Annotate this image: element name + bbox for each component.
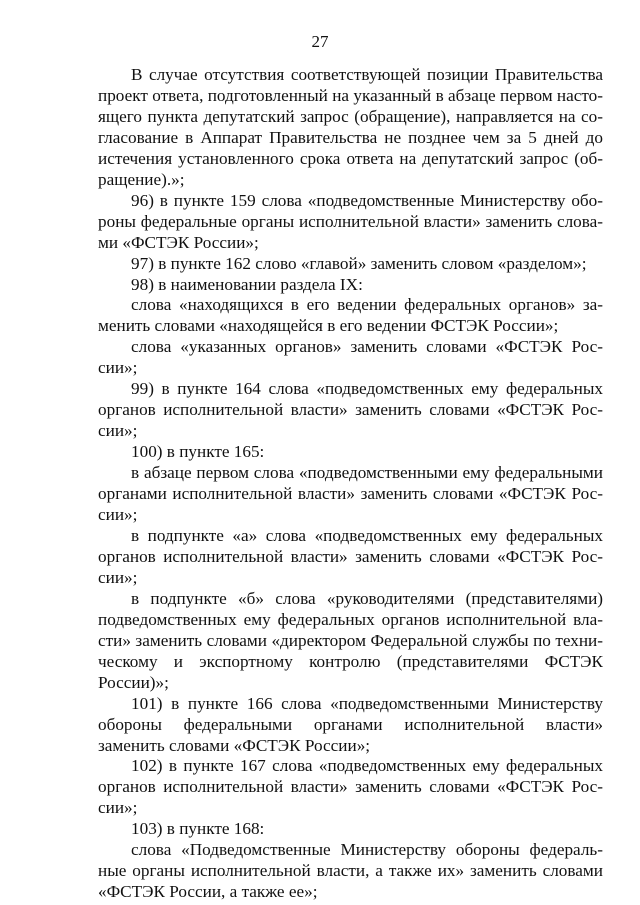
page-number: 27 (311, 32, 329, 51)
paragraph: в подпункте «а» слова «подведомственных ему федеральных органов исполнительной власти» заменить словами «ФСТЭК России»; (98, 525, 603, 587)
paragraph: слова «находящихся в его ведении федеральных органов» заменить словами «находящейся в его ведении ФСТЭК России»; (98, 295, 603, 336)
paragraph: в подпункте «б» слова «руководителями (представителями) подведомственных ему федеральных органов исполнительной власти» заменить словами «директором Федеральной службы по техническому и экспортному контролю (представителями ФСТЭК России)»; (98, 588, 603, 692)
paragraph: 103) в пункте 168: (131, 819, 265, 839)
paragraph: в абзаце первом слова «подведомственными ему федеральными органами исполнительной власти» заменить словами «ФСТЭК России»; (98, 463, 603, 525)
paragraph: 99) в пункте 164 слова «подведомственных ему федеральных органов исполнительной власти» заменить словами «ФСТЭК России»; (98, 379, 603, 441)
paragraph: 97) в пункте 162 слово «главой» заменить словом «разделом»; (131, 253, 587, 273)
paragraph: 102) в пункте 167 слова «подведомственных ему федеральных органов исполнительной власти» заменить словами «ФСТЭК России»; (98, 756, 603, 818)
paragraph: 98) в наименовании раздела IX: (131, 274, 363, 294)
paragraph: 96) в пункте 159 слова «подведомственные Министерству обороны федеральные органы исполнительной власти» заменить словами «ФСТЭК России»; (98, 190, 603, 252)
paragraph: слова «Подведомственные Министерству обороны федеральные органы исполнительной власти, а также их» заменить словами «ФСТЭК России, а также ее»; (98, 840, 603, 902)
paragraph: 100) в пункте 165: (131, 442, 265, 462)
body-text (98, 65, 603, 903)
paragraph: В случае отсутствия соответствующей позиции Правительства проект ответа, подготовленный на указанный в абзаце первом настоящего пункта депутатский запрос (обращение), направляется на согласование в Аппарат Правительства не позднее чем за 5 дней до истечения установленного срока ответа на депутатский запрос (обращение).»; (98, 65, 603, 189)
paragraph: 101) в пункте 166 слова «подведомственными Министерству обороны федеральными органами исполнительной власти» заменить словами «ФСТЭК России»; (98, 693, 603, 755)
paragraph: слова «указанных органов» заменить словами «ФСТЭК России»; (98, 337, 603, 378)
